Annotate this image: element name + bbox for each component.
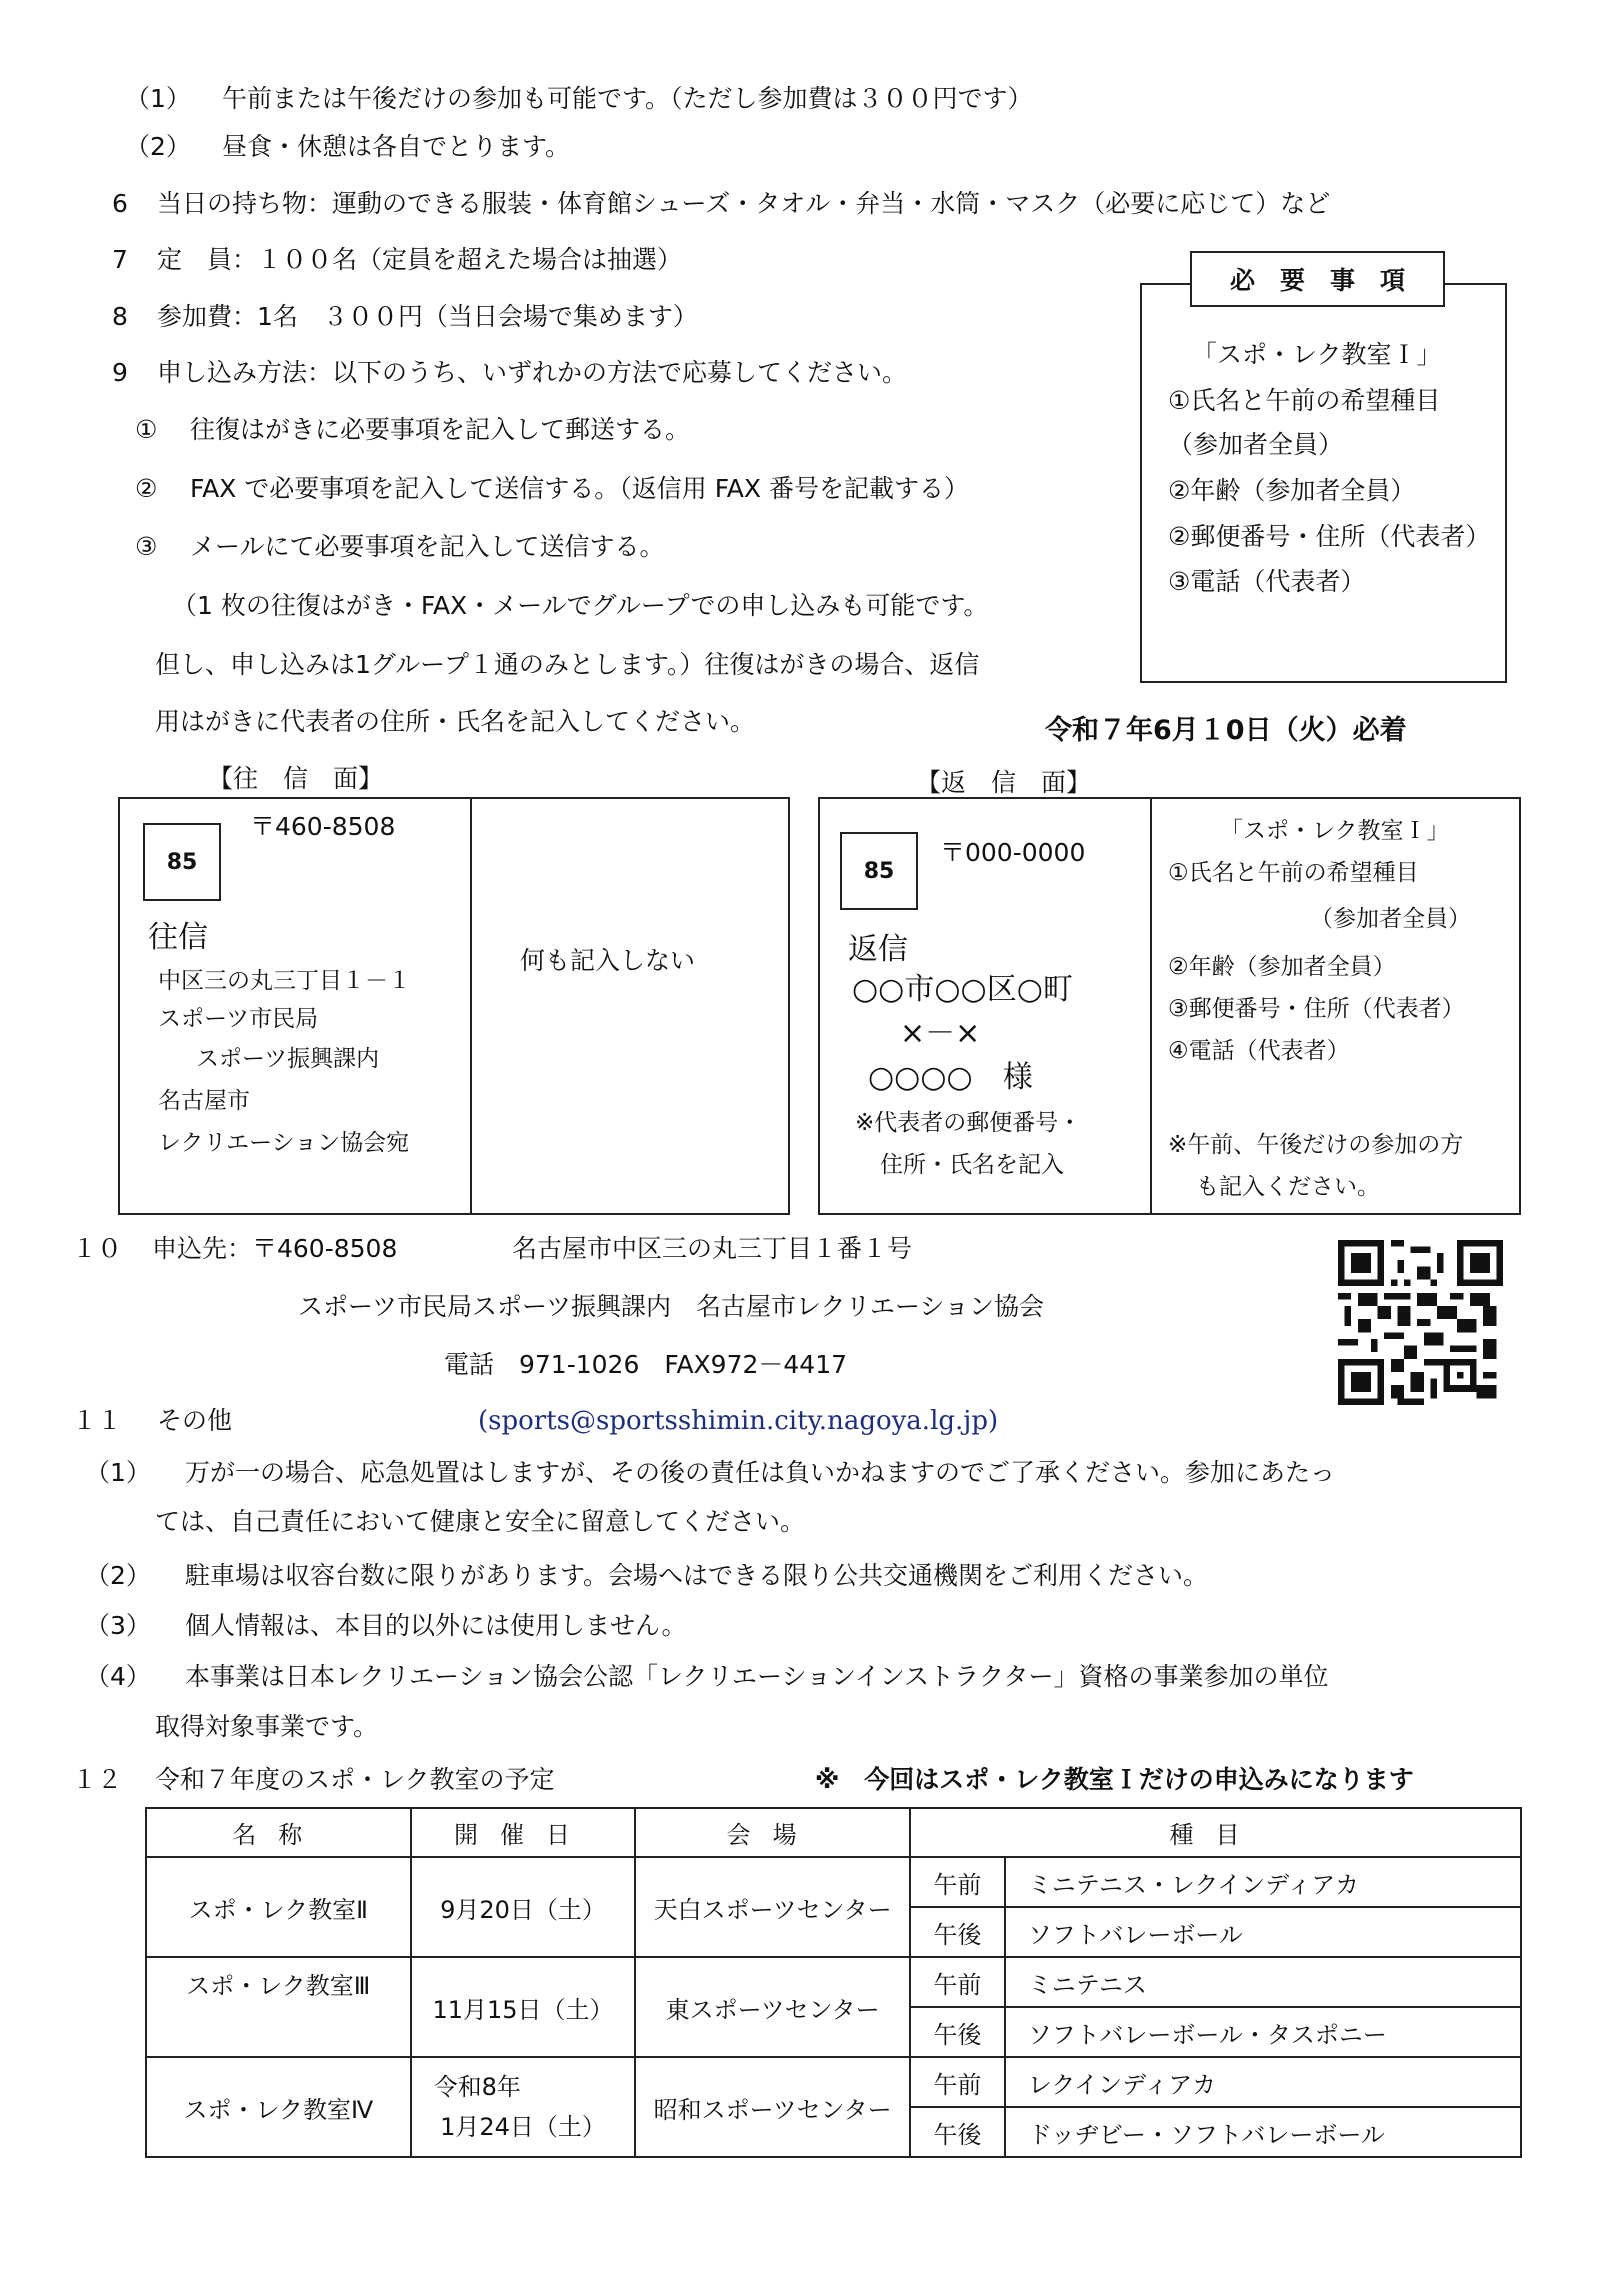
header-name: 名称 <box>146 1808 411 1857</box>
row-2-date: 11月15日（土） <box>411 1957 636 2057</box>
row-3-pm-label: 午後 <box>910 2107 1005 2157</box>
required-line-4: ②年齢（参加者全員） <box>1168 476 1416 505</box>
schedule-header-row <box>146 1808 1521 1857</box>
row-1-name: スポ・レク教室Ⅱ <box>146 1857 411 1957</box>
item10-phone: 電話 971-1026 FAX972－4417 <box>444 1350 848 1379</box>
reply-back-4: ②年齢（参加者全員） <box>1168 954 1396 980</box>
method-2-text: FAX で必要事項を記入して送信する。（返信用 FAX 番号を記載する） <box>190 474 969 503</box>
item6-text: 当日の持ち物：運動のできる服装・体育館シューズ・タオル・弁当・水筒・マスク（必要に応じて）など <box>157 189 1331 218</box>
reply-addr-2: ×－× <box>900 1016 981 1051</box>
reply-stamp: 85 <box>840 832 918 910</box>
reply-addr-3: ○○○○ 様 <box>868 1060 1033 1095</box>
row-2-pm: ソフトバレーボール・タスポニー <box>1005 2007 1521 2057</box>
item10-email[interactable]: (sports@sportsshimin.city.nagoya.lg.jp) <box>478 1406 999 1436</box>
reply-back-5: ③郵便番号・住所（代表者） <box>1168 996 1465 1022</box>
other-3-num: （3） <box>85 1611 151 1640</box>
reply-label: 【返 信 面】 <box>916 768 1092 797</box>
required-line-2: ①氏名と午前の希望種目 <box>1168 386 1441 415</box>
item10-label: 申込先：〒460-8508 <box>152 1234 398 1263</box>
row-2-am: ミニテニス <box>1005 1957 1521 2007</box>
reply-divider <box>1150 797 1152 1215</box>
row-2-name: スポ・レク教室Ⅲ <box>146 1957 411 2057</box>
row-3-am-label: 午前 <box>910 2057 1005 2107</box>
row-3-date-day: 1月24日（土） <box>440 2113 606 2141</box>
table-row <box>146 2057 1521 2107</box>
row-2-am-label: 午前 <box>910 1957 1005 2007</box>
item10-num: １０ <box>72 1234 123 1263</box>
reply-addr-1: ○○市○○区○町 <box>852 972 1073 1007</box>
reply-back-7: ※午前、午後だけの参加の方 <box>1168 1132 1464 1158</box>
item8-text: 参加費：1名 ３００円（当日会場で集めます） <box>157 302 698 331</box>
row-1-am: ミニテニス・レクインディアカ <box>1005 1857 1521 1907</box>
outgoing-postal: 〒460-8508 <box>250 812 396 841</box>
other-2-line1: 駐車場は収容台数に限りがあります。会場へはできる限り公共交通機関をご利用ください。 <box>185 1561 1209 1590</box>
row-1-date: 9月20日（土） <box>411 1857 636 1957</box>
other-4-num: （4） <box>85 1662 151 1691</box>
item7-num: 7 <box>112 245 128 274</box>
note-2-num: （2） <box>125 132 191 161</box>
other-1-num: （1） <box>85 1458 151 1487</box>
outgoing-addr-2: スポーツ市民局 <box>158 1006 319 1032</box>
required-line-6: ③電話（代表者） <box>1168 567 1366 596</box>
header-events: 種目 <box>910 1808 1521 1857</box>
reply-type: 返信 <box>848 932 908 967</box>
method-1-text: 往復はがきに必要事項を記入して郵送する。 <box>190 415 691 444</box>
other-1-line1: 万が一の場合、応急処置はしますが、その後の責任は負いかねますのでご了承ください。参加にあたっ <box>185 1458 1336 1487</box>
table-row <box>146 1857 1521 1907</box>
method-note-line1: （1 枚の往復はがき・FAX・メールでグループでの申し込みも可能です。 <box>172 591 989 620</box>
note-1-num: （1） <box>125 84 191 113</box>
required-line-5: ②郵便番号・住所（代表者） <box>1168 522 1491 551</box>
required-items-title: 必 要 事 項 <box>1190 251 1445 307</box>
item12-num: １２ <box>72 1765 123 1794</box>
outgoing-addr-3: スポーツ振興課内 <box>196 1046 380 1072</box>
reply-note-1: ※代表者の郵便番号・ <box>855 1110 1082 1136</box>
reply-postal: 〒000-0000 <box>940 838 1086 867</box>
header-venue: 会場 <box>635 1808 910 1857</box>
schedule-table <box>145 1807 1522 2158</box>
reply-note-2: 住所・氏名を記入 <box>880 1152 1064 1178</box>
method-2-num: ② <box>135 474 158 503</box>
other-3-line1: 個人情報は、本目的以外には使用しません。 <box>185 1611 687 1640</box>
row-2-venue: 東スポーツセンター <box>635 1957 910 2057</box>
reply-back-6: ④電話（代表者） <box>1168 1038 1350 1064</box>
header-date: 開催日 <box>411 1808 636 1857</box>
row-1-venue: 天白スポーツセンター <box>635 1857 910 1957</box>
other-2-num: （2） <box>85 1561 151 1590</box>
required-line-3: （参加者全員） <box>1168 430 1344 459</box>
item12-title: 令和７年度のスポ・レク教室の予定 <box>155 1765 555 1794</box>
method-1-num: ① <box>135 415 158 444</box>
item6-num: 6 <box>112 189 128 218</box>
outgoing-addr-1: 中区三の丸三丁目１－１ <box>158 968 411 994</box>
outgoing-back-text: 何も記入しない <box>520 946 696 975</box>
row-3-name: スポ・レク教室Ⅳ <box>146 2057 411 2157</box>
other-4-line1: 本事業は日本レクリエーション協会公認「レクリエーションインストラクター」資格の事業参加の単位 <box>185 1662 1329 1691</box>
note-2-text: 昼食・休憩は各自でとります。 <box>222 132 571 161</box>
reply-back-1: 「スポ・レク教室Ｉ」 <box>1220 818 1450 844</box>
item8-num: 8 <box>112 302 128 331</box>
reply-back-8: も記入ください。 <box>1196 1174 1380 1200</box>
item10-org: スポーツ市民局スポーツ振興課内 名古屋市レクリエーション協会 <box>298 1292 1045 1321</box>
row-3-pm: ドッヂビー・ソフトバレーボール <box>1005 2107 1521 2157</box>
item11-title: その他 <box>157 1406 233 1435</box>
method-note-line2: 但し、申し込みは1グループ１通のみとします。）往復はがきの場合、返信 <box>155 650 980 679</box>
row-3-date <box>411 2057 636 2157</box>
other-1-line2: ては、自己責任において健康と安全に留意してください。 <box>155 1507 806 1536</box>
outgoing-addr-5: レクリエーション協会宛 <box>158 1130 410 1156</box>
outgoing-label: 【往 信 面】 <box>208 764 384 793</box>
row-1-am-label: 午前 <box>910 1857 1005 1907</box>
reply-back-2: ①氏名と午前の希望種目 <box>1168 860 1419 886</box>
required-line-1: 「スポ・レク教室Ｉ」 <box>1192 340 1442 369</box>
row-2-pm-label: 午後 <box>910 2007 1005 2057</box>
item9-num: 9 <box>112 358 128 387</box>
item11-num: １１ <box>72 1406 123 1435</box>
outgoing-type: 往信 <box>148 920 208 955</box>
method-3-num: ③ <box>135 532 158 561</box>
row-1-pm: ソフトバレーボール <box>1005 1907 1521 1957</box>
outgoing-stamp: 85 <box>143 823 221 901</box>
other-4-line2: 取得対象事業です。 <box>155 1712 379 1741</box>
table-row <box>146 1957 1521 2007</box>
item7-text: 定 員：１００名（定員を超えた場合は抽選） <box>157 245 683 274</box>
row-1-pm-label: 午後 <box>910 1907 1005 1957</box>
reply-back-3: （参加者全員） <box>1310 906 1471 932</box>
item10-address: 名古屋市中区三の丸三丁目１番１号 <box>512 1234 913 1263</box>
item9-text: 申し込み方法：以下のうち、いずれかの方法で応募してください。 <box>157 358 908 387</box>
qr-code-icon[interactable] <box>1338 1240 1503 1405</box>
row-3-am: レクインディアカ <box>1005 2057 1521 2107</box>
method-3-text: メールにて必要事項を記入して送信する。 <box>190 532 665 561</box>
item12-remark: ※ 今回はスポ・レク教室Ｉだけの申込みになります <box>815 1765 1414 1794</box>
row-3-venue: 昭和スポーツセンター <box>635 2057 910 2157</box>
row-3-date-year: 令和8年 <box>433 2073 521 2101</box>
note-1-text: 午前または午後だけの参加も可能です。（ただし参加費は３００円です） <box>222 84 1033 113</box>
outgoing-addr-4: 名古屋市 <box>158 1088 250 1114</box>
method-note-line3: 用はがきに代表者の住所・氏名を記入してください。 <box>155 707 756 736</box>
deadline: 令和７年6月１0日（火）必着 <box>1045 715 1407 746</box>
outgoing-divider <box>470 797 472 1215</box>
